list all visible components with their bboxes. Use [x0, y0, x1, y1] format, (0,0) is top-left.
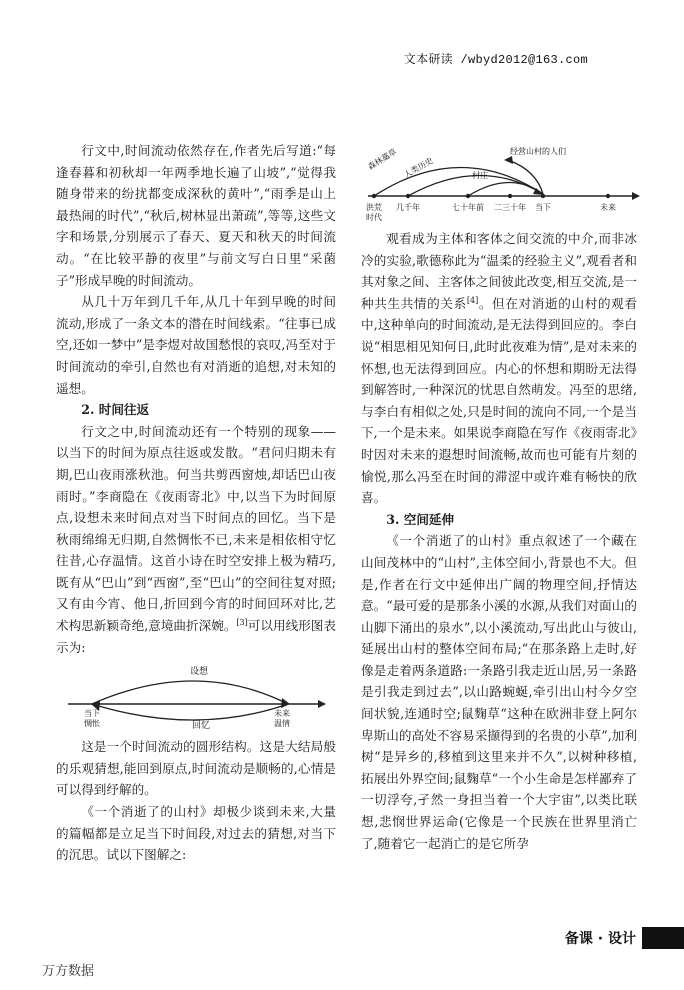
timeline-tick-label: 时代: [366, 213, 382, 222]
timeline-tick: [606, 194, 610, 198]
timeline-ticks: [366, 194, 616, 222]
section-heading-3: 3. 空间延伸: [386, 511, 455, 527]
paragraph: 《一个消逝了的山村》却极少谈到未来,大量的篇幅都是立足当下时间段,对过去的猜想,对当下的沉思。试以下图解之:: [56, 804, 336, 863]
paragraph: [361, 228, 637, 509]
arc-left-label-2: 惆怅: [84, 719, 100, 729]
footer-bar: [642, 927, 684, 949]
watermark: 万方数据: [42, 964, 95, 979]
left-column: [56, 140, 336, 866]
timeline-tick-label: 当下: [535, 203, 551, 212]
paragraph: 行文中,时间流动依然存在,作者先后写道:“每逢春暮和初秋却一年两季地长遍了山坡”,“觉得我随身带来的纷扰都变成深秋的黄叶”,“雨季是山上最热闹的时代”,“秋后,树林显出萧疏”,等等,这些文字和场景,分别展示了春天、夏天和秋天的时间流动。“在比较平静的夜里”与前文写白日里“采菌子”形成早晚的时间流动。: [56, 143, 336, 288]
paragraph: 《一个消逝了的山村》重点叙述了一个藏在山间茂林中的“山村”,主体空间小,背景也不大。但是,作者在行文中延伸出广阔的物理空间,抒情达意。“最可爱的是那条小溪的水源,从我们对面山的山脚下涌出的泉水”,以小溪流动,写出此山与彼山,延展出山村的整体空间布局;“在那条路上走时,好像是走着两条道路:一条路引我走近山居,另一条路是引我走到过去”,以山路蜿蜒,牵引出山村今夕空间状貌,连通时空;鼠麴草“这种在欧洲非登上阿尔卑斯山的高处不容易采撷得到的名贵的小草”,加利树“是异乡的,移植到这里来并不久”,以树种移植,拓展出外界空间;鼠麴草“一个小生命是怎样鄙弃了一切浮夸,孑然一身担当着一个大宇宙”,以类比联想,悲悯世界运命(它像是一个民族在世界里消亡了,随着它一起消亡的是它所孕: [361, 533, 637, 851]
section-heading-2: 2. 时间往返: [81, 402, 150, 418]
paragraph-text: 行文之中,时间流动还有一个特别的现象——以当下的时间为原点往返或发散。“君问归期未有期,巴山夜雨涨秋池。何当共剪西窗烛,却话巴山夜雨时。”李商隐在《夜雨寄北》中,以当下为时间原点,设想未来时间点对当下时间点的回忆。当下是秋雨绵绵无归期,自然惆怅不已,未来是相依相守忆往昔,心存温情。这首小诗在时空安排上极为精巧,既有从“巴山”到“西窗”,至“巴山”的空间往复对照;又有由今宵、他日,折回到今宵的时间回环对比,艺术构思新颖奇绝,意境曲折深婉。: [56, 423, 336, 634]
arc-right-label-1: 未来: [274, 709, 290, 719]
reference-mark: [4]: [466, 295, 479, 305]
timeline-tick-label: 七十年前: [452, 203, 484, 212]
paragraph: 从几十万年到几千年,从几十年到早晚的时间流动,形成了一条文本的潜在时间线索。“往事已成空,还如一梦中”是李煜对故国愁恨的哀叹,冯至对于时间流动的牵引,自然也有对消逝的追想,对未知的遥想。: [56, 294, 336, 396]
time-arc-figure: [56, 662, 336, 732]
paragraph: [56, 421, 336, 659]
timeline-tick-label: 二三十年: [494, 203, 526, 212]
arc-bottom-label: 回忆: [192, 721, 211, 732]
label-forest: 森林藁草: [366, 147, 399, 172]
paragraph: 这是一个时间流动的圆形结构。这是大结局般的乐观猜想,能回到原点,时间流动是顺畅的,心情是可以得到纾解的。: [56, 739, 336, 798]
timeline-tick: [508, 194, 512, 198]
label-village: 村庄: [472, 171, 488, 180]
arc-right-label-2: 温情: [274, 719, 290, 729]
timeline-tick-label: 几千年: [396, 203, 420, 212]
timeline-tick-label: 未来: [600, 203, 616, 212]
paragraph-text: 可以用线形图表示为:: [56, 618, 336, 655]
arc-top-label: 设想: [190, 667, 209, 678]
paragraph-text: 观看成为主体和客体之间交流的中介,而非冰冷的实验,歌德称此为“温柔的经验主义”,观看者和其对象之间、主客体之间彼此改变,相互交流,是一种共生共情的关系: [361, 231, 637, 311]
right-column: [361, 228, 637, 854]
arc-left-label-1: 当下: [84, 709, 100, 719]
timeline-tick-label: 洪荒: [366, 203, 382, 212]
label-history: 人类历史: [402, 155, 435, 180]
column-footer: [565, 926, 684, 950]
label-people: 经营山村的人们: [510, 147, 566, 156]
paragraph-text: 。但在对消逝的山村的观看中,这种单向的时间流动,是无法得到回应的。李白说“相思相见知何日,此时此夜难为情”,是对未来的怀想,也无法得到回应。内心的怀想和期盼无法得到解答时,一种深沉的忧思自然萌发。冯至的思绪,与李白有相似之处,只是时间的流向不同,一个是当下,一个是未来。如果说李商隐在写作《夜雨寄北》时因对未来的遐想时间流畅,故而也可能有片刻的愉悦,那么冯至在时间的滞涩中或许难有畅快的欣喜。: [361, 295, 638, 506]
reference-mark: [3]: [236, 617, 248, 627]
journal-header: 文本研读 /wbyd2012@163.com: [403, 53, 588, 67]
column-name: 备课 · 设计: [564, 931, 636, 947]
timeline-figure: [360, 134, 640, 224]
